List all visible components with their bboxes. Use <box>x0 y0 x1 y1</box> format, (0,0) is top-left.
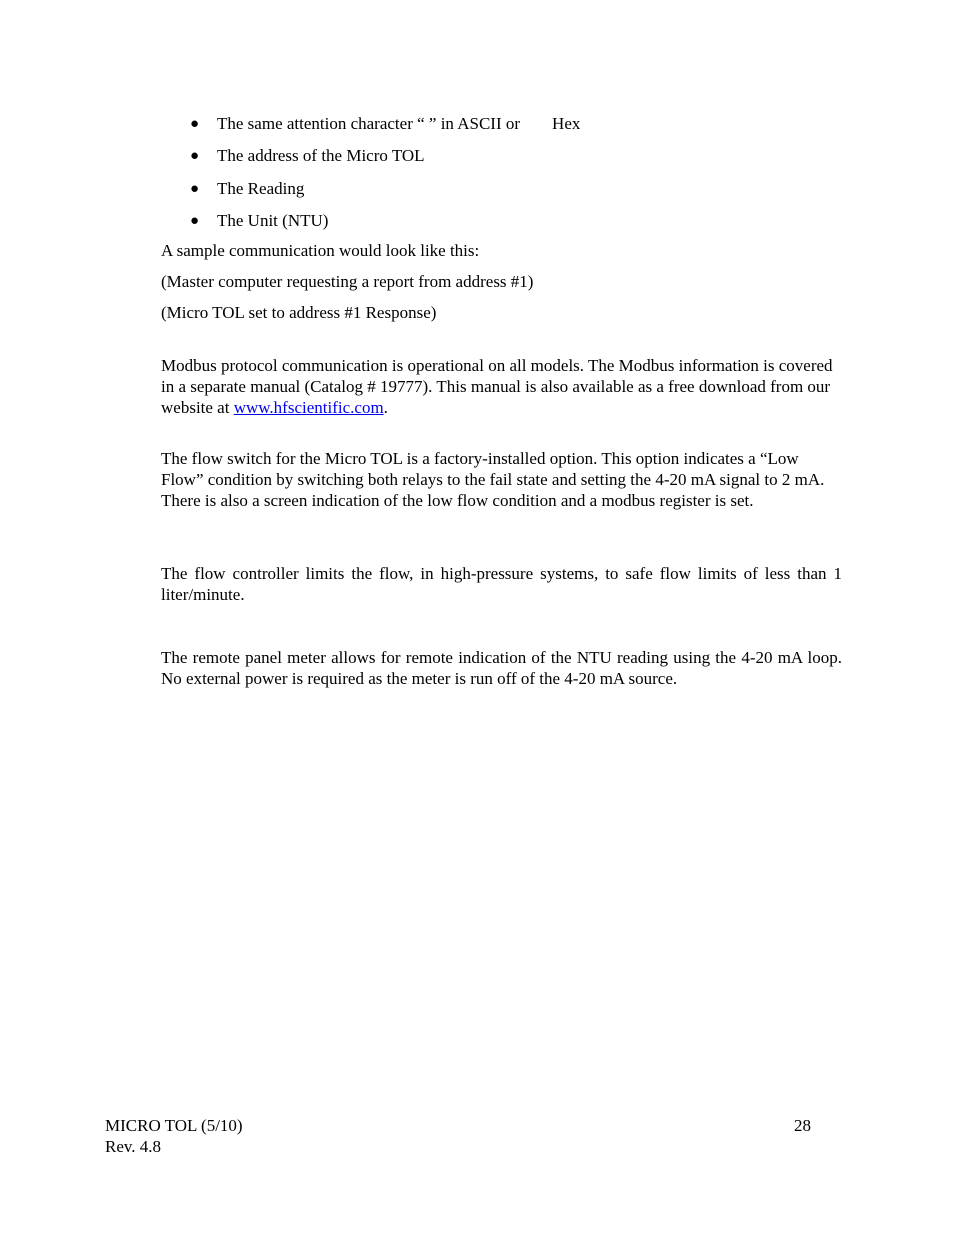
footer-document-info <box>105 1115 243 1157</box>
bullet-text: The address of the Micro TOL <box>217 146 425 166</box>
bullet-text: The Unit (NTU) <box>217 210 329 230</box>
attention-bullet-list <box>190 112 580 241</box>
flow-controller-paragraph: The flow controller limits the flow, in high-pressure systems, to safe flow limits of less than 1 liter/minute. <box>161 564 842 604</box>
flow-switch-paragraph: The flow switch for the Micro TOL is a factory-installed option. This option indicates a “Low Flow” condition by switching both relays to the fail state and setting the 4-20 mA signal to 2 mA. There is also a screen indication of the low flow condition and a modbus register is set. <box>161 449 825 510</box>
bullet-icon: ● <box>190 116 200 132</box>
website-link[interactable]: www.hfscientific.com <box>233 398 384 417</box>
page-number: 28 <box>794 1116 811 1135</box>
list-item <box>190 144 580 176</box>
remote-meter-paragraph: The remote panel meter allows for remote indication of the NTU reading using the 4-20 mA loop. No external power is required as the meter is run off of the 4-20 mA source. <box>161 648 842 688</box>
sample-intro-line: A sample communication would look like this: <box>161 241 480 260</box>
modbus-text-end: . <box>383 398 388 417</box>
master-request-line: (Master computer requesting a report from address #1) <box>161 272 534 291</box>
list-item <box>190 209 580 241</box>
modbus-paragraph <box>161 355 842 418</box>
bullet-icon: ● <box>190 180 200 197</box>
bullet-icon: ● <box>190 212 200 229</box>
footer-revision: Rev. 4.8 <box>105 1137 162 1156</box>
bullet-icon: ● <box>190 148 200 165</box>
list-item <box>190 112 580 144</box>
footer-title: MICRO TOL (5/10) <box>105 1116 243 1135</box>
bullet-suffix: Hex <box>552 114 581 133</box>
modbus-text: Modbus protocol communication is operational on all models. The Modbus information is covered in a separate manual (Catalog # 19777). This manual is also available as a free download from our website at <box>161 356 833 417</box>
bullet-text: The same attention character “ ” in ASCII or <box>217 114 521 133</box>
bullet-text: The Reading <box>217 178 305 198</box>
response-line: (Micro TOL set to address #1 Response) <box>161 303 437 322</box>
list-item <box>190 177 580 209</box>
